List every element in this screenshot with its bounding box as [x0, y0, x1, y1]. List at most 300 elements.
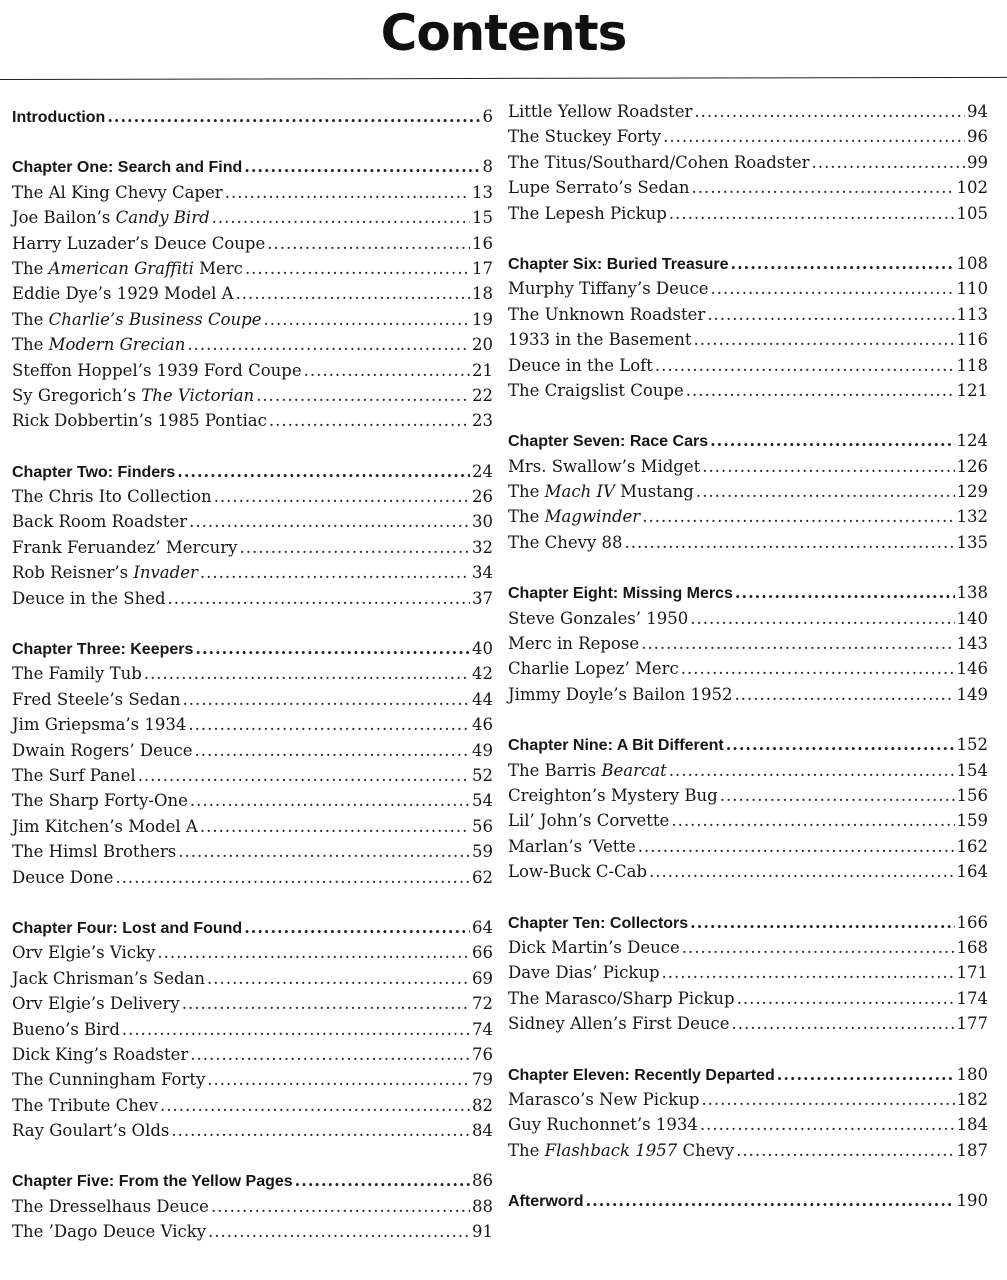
toc-page-number: 187: [956, 1140, 988, 1160]
toc-entry: [508, 1011, 988, 1036]
toc-entry: [12, 307, 493, 332]
toc-entry-title: [508, 1112, 698, 1137]
toc-entry: [508, 859, 988, 884]
toc-entry-title-part: Jim Griepsma’s 1934: [12, 715, 187, 735]
toc-entry-title-part: The: [508, 1140, 545, 1160]
toc-page-number: 108: [956, 253, 988, 273]
toc-entry-title-part: Little Yellow Roadster: [508, 102, 693, 121]
toc-entry: [12, 256, 493, 281]
toc-page-number: 96: [967, 127, 988, 147]
toc-entry-title-part: Candy Bird: [115, 208, 210, 228]
toc-entry-title: [12, 637, 193, 662]
toc-entry-title-part: Sy Gregorich’s: [12, 385, 142, 405]
toc-entry: [12, 383, 493, 408]
dot-leader: [267, 231, 470, 256]
dot-leader: [777, 1062, 955, 1087]
toc-page-number: 59: [472, 842, 493, 862]
dot-leader: [187, 332, 470, 357]
toc-entry: [508, 1087, 988, 1112]
toc-entry-title: [12, 105, 105, 130]
toc-entry-title: [508, 808, 669, 833]
dot-leader: [696, 479, 955, 504]
toc-page-number: 49: [472, 740, 493, 760]
toc-entry: [12, 1093, 493, 1118]
toc-entry-title: [12, 814, 198, 839]
dot-leader: [707, 302, 954, 327]
dot-leader: [188, 712, 470, 737]
dot-leader: [735, 580, 955, 605]
toc-page-number: 82: [472, 1095, 493, 1115]
toc-entry-title: [12, 205, 210, 230]
toc-entry-title-part: The: [12, 335, 49, 355]
toc-page-number: 19: [472, 309, 493, 329]
toc-entry-title-part: The Sharp Forty-One: [12, 791, 188, 811]
toc-page-number: 143: [956, 634, 988, 654]
toc-entry-title-part: The Unknown Roadster: [508, 304, 706, 324]
toc-entry-title-part: Rick Dobbertin’s 1985 Pontiac: [12, 411, 267, 431]
toc-entry-title-part: Rob Reisner’s: [12, 563, 134, 583]
toc-entry-title: [508, 479, 694, 504]
toc-entry: [12, 738, 493, 763]
dot-leader: [239, 535, 470, 560]
toc-entry-title-part: Harry Luzader’s Deuce Coupe: [12, 233, 266, 253]
toc-entry-title-part: Lil’ John’s Corvette: [508, 811, 670, 831]
toc-entry-title-part: Marasco’s New Pickup: [508, 1089, 700, 1109]
toc-entry-title-part: Deuce in the Shed: [12, 588, 166, 608]
dot-leader: [710, 428, 954, 453]
toc-entry: [508, 99, 988, 124]
dot-leader: [214, 484, 470, 509]
toc-entry-title-part: The: [508, 482, 545, 502]
toc-entry-title: [12, 661, 142, 686]
toc-entry: [508, 1138, 988, 1163]
toc-entry: [508, 935, 988, 960]
dot-leader: [144, 661, 470, 686]
toc-entry-title-part: Fred Steele’s Sedan: [12, 689, 181, 709]
dot-leader: [207, 966, 470, 991]
toc-entry-title-part: Chapter Seven: Race Cars: [508, 433, 709, 451]
toc-page-number: 79: [472, 1070, 493, 1090]
toc-entry-title-part: Chapter Ten: Collectors: [508, 914, 689, 932]
toc-page-number: 132: [956, 507, 988, 527]
toc-entry-title-part: Chapter Six: Buried Treasure: [508, 255, 729, 273]
toc-entry-title-part: The Surf Panel: [12, 765, 136, 785]
dot-leader: [625, 530, 955, 555]
dot-leader: [682, 935, 955, 960]
toc-entry: [12, 1219, 493, 1244]
toc-entry: [508, 808, 988, 833]
toc-page-number: 94: [967, 102, 988, 121]
dot-leader: [182, 687, 470, 712]
dot-leader: [691, 175, 954, 200]
toc-entry-title-part: Chapter One: Search and Find: [12, 159, 243, 177]
toc-entry: [12, 231, 493, 256]
toc-entry-title: [12, 1219, 206, 1244]
toc-entry-title-part: Back Room Roadster: [12, 512, 188, 532]
dot-leader: [669, 758, 955, 783]
toc-entry-title: [12, 991, 180, 1016]
toc-entry: [508, 124, 988, 149]
dot-leader: [295, 1168, 470, 1193]
toc-chapter-heading: [508, 428, 988, 453]
toc-page-number: 124: [956, 431, 988, 451]
toc-chapter-heading: [12, 459, 493, 484]
toc-entry-title: [12, 1118, 169, 1143]
toc-entry-title: [508, 252, 729, 277]
toc-entry-title: [12, 940, 155, 965]
toc-entry-title: [508, 631, 639, 656]
dot-leader: [256, 383, 470, 408]
toc-entry-title: [12, 460, 175, 485]
toc-page-number: 40: [472, 639, 493, 659]
toc-entry: [508, 834, 988, 859]
toc-entry-title-part: Merc in Repose: [508, 634, 640, 654]
dot-leader: [701, 1087, 954, 1112]
toc-page-number: 6: [482, 107, 493, 126]
toc-entry-title: [508, 1138, 734, 1163]
toc-entry-title: [12, 788, 188, 813]
toc-page-number: 69: [472, 968, 493, 988]
toc-page-number: 42: [472, 664, 493, 684]
toc-entry: [12, 509, 493, 534]
toc-entry-title: [508, 834, 636, 859]
dot-leader: [686, 378, 955, 403]
toc-entry-title: [12, 358, 302, 383]
dot-leader: [663, 124, 965, 149]
toc-entry-title-part: American Graffiti: [48, 258, 194, 278]
dot-leader: [168, 586, 470, 611]
toc-entry-title-part: The Chris Ito Collection: [12, 487, 212, 507]
toc-chapter-heading: [508, 1188, 988, 1213]
toc-entry-title: [12, 1093, 158, 1118]
dot-leader: [236, 281, 470, 306]
dot-leader: [642, 504, 954, 529]
toc-chapter-heading: [12, 1168, 493, 1193]
toc-page-number: 182: [956, 1089, 988, 1109]
toc-entry-title-part: The Lepesh Pickup: [508, 203, 667, 223]
toc-entry-title-part: Frank Feruandez’ Mercury: [12, 537, 238, 557]
toc-entry-title-part: Deuce in the Loft: [508, 355, 653, 375]
toc-entry-title-part: Chapter Three: Keepers: [12, 641, 194, 659]
toc-entry: [12, 940, 493, 965]
toc-entry-title-part: Charlie’s Business Coupe: [48, 309, 262, 329]
toc-entry-title: [508, 201, 667, 226]
dot-leader: [690, 910, 954, 935]
toc-page-number: 118: [956, 355, 988, 375]
toc-page-number: 184: [956, 1115, 988, 1135]
dot-leader: [736, 1138, 954, 1163]
toc-entry-title-part: Steffon Hoppel’s 1939 Ford Coupe: [12, 360, 302, 380]
dot-leader: [122, 1017, 470, 1042]
toc-entry-title: [12, 1017, 120, 1042]
dot-leader: [211, 1194, 470, 1219]
toc-chapter-heading: [508, 910, 988, 935]
toc-entry: [12, 1017, 493, 1042]
toc-page-number: 180: [956, 1064, 988, 1084]
toc-page-number: 56: [472, 816, 493, 836]
toc-page-number: 113: [956, 304, 988, 324]
toc-page-number: 21: [472, 360, 493, 380]
toc-entry-title: [12, 865, 113, 890]
toc-entry-title: [508, 1011, 730, 1036]
toc-entry: [508, 201, 988, 226]
dot-leader: [720, 783, 955, 808]
toc-entry-title-part: The Cunningham Forty: [12, 1070, 206, 1090]
toc-page-number: 99: [967, 152, 988, 172]
dot-leader: [694, 327, 955, 352]
toc-page-number: 154: [956, 760, 988, 780]
toc-entry-title: [508, 986, 735, 1011]
toc-entry: [508, 327, 988, 352]
toc-page-number: 162: [956, 836, 988, 856]
toc-entry-title-part: Chapter Five: From the Yellow Pages: [12, 1173, 293, 1191]
toc-entry: [508, 276, 988, 301]
toc-page-number: 72: [472, 994, 493, 1014]
toc-page-number: 105: [956, 203, 988, 223]
toc-entry-title: [508, 276, 709, 301]
toc-entry-title-part: Low-Buck C-Cab: [508, 862, 648, 882]
toc-chapter-heading: [12, 154, 493, 179]
toc-entry: [12, 1194, 493, 1219]
dot-leader: [244, 154, 480, 179]
toc-entry-title-part: Dick King’s Roadster: [12, 1044, 189, 1064]
toc-entry-title: [12, 408, 267, 433]
toc-page-number: 84: [472, 1121, 493, 1141]
toc-entry-title: [508, 1189, 584, 1214]
dot-leader: [245, 256, 470, 281]
dot-leader: [702, 454, 954, 479]
toc-entry-title-part: Orv Elgie’s Vicky: [12, 943, 156, 963]
toc-entry: [508, 606, 988, 631]
toc-entry-title: [508, 353, 653, 378]
toc-entry-title-part: Chapter Eight: Missing Mercs: [508, 585, 733, 603]
toc-entry-title: [508, 150, 810, 175]
toc-entry: [12, 1042, 493, 1067]
toc-entry-title-part: 1933 in the Basement: [508, 330, 692, 350]
toc-entry-title-part: The Victorian: [141, 385, 255, 405]
toc-entry-title: [12, 1169, 293, 1194]
toc-page-number: 140: [956, 608, 988, 628]
toc-entry-title-part: The Chevy 88: [508, 532, 623, 552]
dot-leader: [190, 1042, 470, 1067]
dot-leader: [200, 560, 470, 585]
toc-page-number: 110: [956, 279, 988, 299]
toc-page-number: 24: [472, 461, 493, 481]
toc-entry: [12, 966, 493, 991]
toc-entry: [12, 839, 493, 864]
toc-page-number: 30: [472, 512, 493, 532]
dot-leader: [178, 839, 470, 864]
toc-entry-title-part: The Marasco/Sharp Pickup: [508, 988, 735, 1008]
dot-leader: [115, 865, 470, 890]
toc-entry-title: [508, 99, 692, 124]
toc-chapter-heading: [12, 915, 493, 940]
toc-entry-title: [12, 586, 166, 611]
toc-entry-title: [508, 911, 688, 936]
toc-entry-title-part: Magwinder: [544, 507, 641, 527]
toc-entry-title: [508, 124, 661, 149]
toc-entry-title-part: Mustang: [614, 482, 694, 502]
toc-entry: [12, 560, 493, 585]
toc-page-number: 190: [956, 1191, 988, 1211]
toc-entry-title: [12, 535, 237, 560]
dot-leader: [208, 1219, 470, 1244]
toc-entry-title-part: Joe Bailon’s: [12, 208, 116, 228]
toc-page-number: 15: [472, 208, 493, 228]
dot-leader: [264, 307, 471, 332]
toc-entry-title-part: Afterword: [508, 1193, 584, 1211]
toc-entry-title-part: Lupe Serrato’s Sedan: [508, 178, 690, 198]
toc-entry-title: [508, 606, 688, 631]
toc-entry-title: [12, 1042, 188, 1067]
dot-leader: [269, 408, 470, 433]
toc-chapter-heading: [12, 104, 493, 129]
title-rule: [0, 77, 1007, 80]
dot-leader: [638, 834, 955, 859]
toc-page-number: 76: [472, 1044, 493, 1064]
toc-entry-title-part: Mach IV: [544, 482, 615, 502]
toc-page-number: 177: [956, 1014, 988, 1034]
toc-entry: [12, 332, 493, 357]
toc-page-number: 54: [472, 791, 493, 811]
toc-entry-title: [12, 738, 193, 763]
toc-entry: [508, 783, 988, 808]
toc-entry-title: [12, 231, 265, 256]
dot-leader: [207, 1067, 470, 1092]
toc-entry: [508, 631, 988, 656]
dot-leader: [711, 276, 955, 301]
dot-leader: [694, 99, 965, 124]
dot-leader: [641, 631, 954, 656]
toc-entry: [508, 656, 988, 681]
dot-leader: [731, 251, 955, 276]
toc-page-number: 166: [956, 912, 988, 932]
toc-entry-title-part: Murphy Tiffany’s Deuce: [508, 279, 709, 299]
dot-leader: [649, 859, 954, 884]
toc-entry-title: [12, 180, 223, 205]
toc-entry: [12, 763, 493, 788]
toc-entry-title: [508, 302, 705, 327]
toc-entry-title-part: Chapter Four: Lost and Found: [12, 919, 243, 937]
toc-entry-title-part: Creighton’s Mystery Bug: [508, 785, 718, 805]
dot-leader: [662, 960, 955, 985]
toc-entry-title-part: Bueno’s Bird: [12, 1019, 120, 1039]
toc-entry-title: [508, 429, 708, 454]
toc-entry-title: [12, 256, 243, 281]
toc-entry-title: [508, 960, 660, 985]
toc-page-number: 64: [472, 917, 493, 937]
dot-leader: [189, 509, 470, 534]
toc-page-number: 102: [956, 178, 988, 198]
toc-page-number: 8: [482, 157, 493, 177]
toc-entry-title-part: Ray Goulart’s Olds: [12, 1121, 170, 1141]
toc-page-number: 37: [472, 588, 493, 608]
dot-leader: [690, 606, 954, 631]
toc-entry-title: [12, 509, 187, 534]
toc-page-number: 129: [956, 482, 988, 502]
toc-entry-title-part: Jimmy Doyle’s Bailon 1952: [508, 684, 733, 704]
toc-entry-title: [508, 175, 689, 200]
toc-entry-title-part: The Tribute Chev: [12, 1095, 158, 1115]
dot-leader: [735, 682, 955, 707]
toc-entry: [12, 535, 493, 560]
toc-page-number: 26: [472, 487, 493, 507]
toc-entry-title-part: Dave Dias’ Pickup: [508, 963, 660, 983]
toc-page-number: 91: [472, 1222, 493, 1242]
toc-entry-title: [508, 504, 640, 529]
toc-entry-title-part: The ’Dago Deuce Vicky: [12, 1222, 207, 1242]
toc-entry-title: [12, 916, 242, 941]
toc-entry-title-part: The Al King Chevy Caper: [12, 182, 223, 202]
toc-entry-title-part: Invader: [133, 563, 198, 583]
toc-entry-title: [12, 763, 136, 788]
toc-entry: [12, 281, 493, 306]
toc-entry-title: [12, 712, 186, 737]
toc-right-column: [508, 99, 988, 1213]
toc-entry-title: [508, 859, 647, 884]
dot-leader: [586, 1188, 955, 1213]
toc-entry-title-part: The Dresselhaus Deuce: [12, 1196, 209, 1216]
toc-entry-title-part: The: [12, 258, 49, 278]
toc-page-number: 152: [956, 735, 988, 755]
toc-page-number: 17: [472, 258, 493, 278]
dot-leader: [200, 814, 470, 839]
toc-page-number: 138: [956, 583, 988, 603]
toc-entry-title: [508, 656, 679, 681]
toc-entry: [508, 479, 988, 504]
toc-page-number: 18: [472, 284, 493, 304]
toc-entry: [508, 758, 988, 783]
toc-entry: [12, 586, 493, 611]
toc-page-number: 52: [472, 765, 493, 785]
toc-chapter-heading: [508, 1062, 988, 1087]
toc-entry-title-part: The Barris: [508, 760, 602, 780]
toc-page-number: 149: [956, 684, 988, 704]
toc-chapter-heading: [508, 732, 988, 757]
toc-entry: [508, 378, 988, 403]
dot-leader: [157, 940, 470, 965]
dot-leader: [177, 459, 470, 484]
toc-page-number: 164: [956, 862, 988, 882]
toc-entry-title: [508, 581, 733, 606]
toc-page-number: 34: [472, 563, 493, 583]
toc-page-number: 88: [472, 1196, 493, 1216]
toc-entry-title: [508, 378, 684, 403]
dot-leader: [304, 358, 470, 383]
toc-entry-title: [508, 682, 733, 707]
toc-entry-title-part: Sidney Allen’s First Deuce: [508, 1014, 730, 1034]
toc-entry: [12, 712, 493, 737]
toc-page-number: 13: [472, 182, 493, 202]
dot-leader: [737, 986, 955, 1011]
toc-entry: [508, 682, 988, 707]
toc-page-number: 74: [472, 1019, 493, 1039]
toc-entry: [12, 484, 493, 509]
toc-page-number: 159: [956, 811, 988, 831]
toc-chapter-heading: [508, 251, 988, 276]
dot-leader: [212, 205, 470, 230]
toc-entry: [12, 408, 493, 433]
toc-page-number: 16: [472, 233, 493, 253]
toc-entry: [12, 358, 493, 383]
toc-entry: [12, 661, 493, 686]
toc-page-number: 156: [956, 785, 988, 805]
toc-chapter-heading: [12, 636, 493, 661]
toc-entry-title: [12, 332, 185, 357]
dot-leader: [107, 104, 480, 129]
toc-entry-title-part: The Himsl Brothers: [12, 842, 177, 862]
toc-entry-title-part: Jack Chrisman’s Sedan: [12, 968, 205, 988]
